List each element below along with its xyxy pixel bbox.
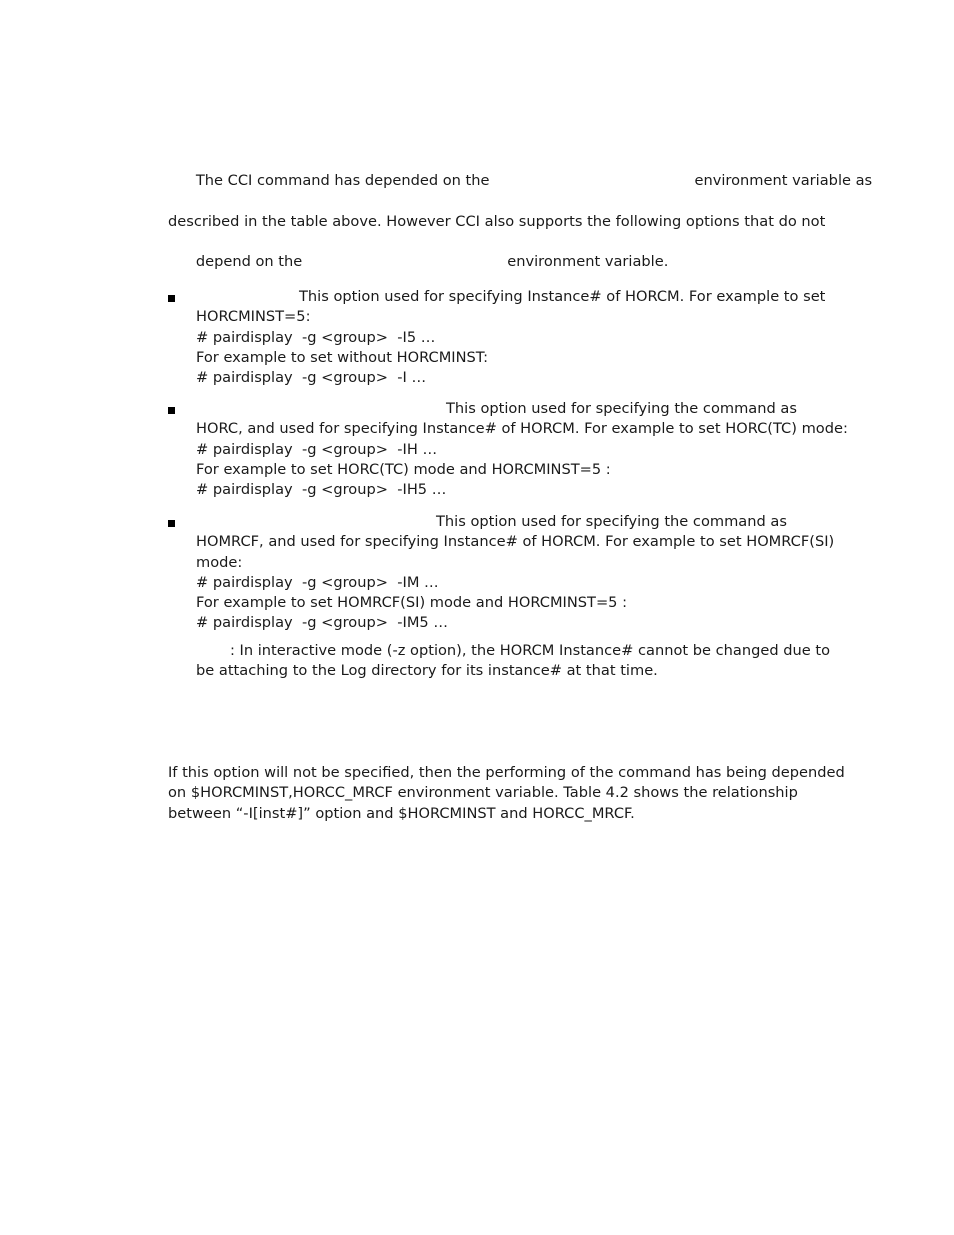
option-example-command: # pairdisplay -g <group> -I5 …	[196, 328, 436, 346]
bullet-icon	[168, 295, 175, 302]
option-example-command: # pairdisplay -g <group> -I …	[196, 369, 427, 387]
option-line: HOMRCF, and used for specifying Instance# of HORCM. For example to set HOMRCF(SI)	[196, 533, 835, 551]
option-line: For example to set HOMRCF(SI) mode and HORCMINST=5 :	[196, 594, 628, 612]
option-first-line: This option used for specifying Instance# of HORCM. For example to set	[299, 288, 826, 305]
note-line2: be attaching to the Log directory for its instance# at that time.	[196, 662, 658, 680]
note-line1: : In interactive mode (-z option), the HORCM Instance# cannot be changed due to	[230, 642, 831, 659]
intro-line3-start: depend on the	[195, 253, 303, 271]
intro-line2: described in the table above. However CCI also supports the following options that do not	[168, 212, 826, 230]
option-line: For example to set HORC(TC) mode and HORCMINST=5 :	[196, 460, 611, 478]
note-paragraph	[196, 641, 836, 682]
option-item-homrcf	[196, 512, 836, 634]
intro-line3-end: environment variable.	[507, 253, 669, 271]
closing-line2: on $HORCMINST,HORCC_MRCF environment variable. Table 4.2 shows the relationship	[168, 784, 798, 802]
option-example-command: # pairdisplay -g <group> -IM …	[196, 573, 439, 591]
option-first-line: This option used for specifying the command as	[436, 513, 787, 530]
closing-line3: between “-I[inst#]” option and $HORCMINST and HORCC_MRCF.	[168, 804, 635, 822]
option-example-command: # pairdisplay -g <group> -IM5 …	[196, 614, 448, 632]
intro-line1-start: The CCI command has depended on the	[195, 172, 490, 190]
intro-line1-end: environment variable as	[694, 172, 873, 190]
bullet-icon	[168, 520, 175, 527]
option-line: HORCMINST=5:	[196, 308, 311, 326]
closing-line1: If this option will not be specified, then the performing of the command has being depended	[168, 764, 845, 781]
option-first-line: This option used for specifying the command as	[446, 400, 797, 417]
option-line: HORC, and used for specifying Instance# of HORCM. For example to set HORC(TC) mode:	[196, 420, 848, 438]
closing-paragraph	[168, 763, 845, 824]
option-example-command: # pairdisplay -g <group> -IH5 …	[196, 481, 447, 499]
option-line: mode:	[196, 553, 243, 571]
bullet-icon	[168, 407, 175, 414]
option-item-horc	[196, 399, 848, 500]
option-example-command: # pairdisplay -g <group> -IH …	[196, 440, 438, 458]
option-item-instance	[196, 287, 836, 388]
intro-paragraph	[168, 151, 873, 293]
option-line: For example to set without HORCMINST:	[196, 348, 488, 366]
